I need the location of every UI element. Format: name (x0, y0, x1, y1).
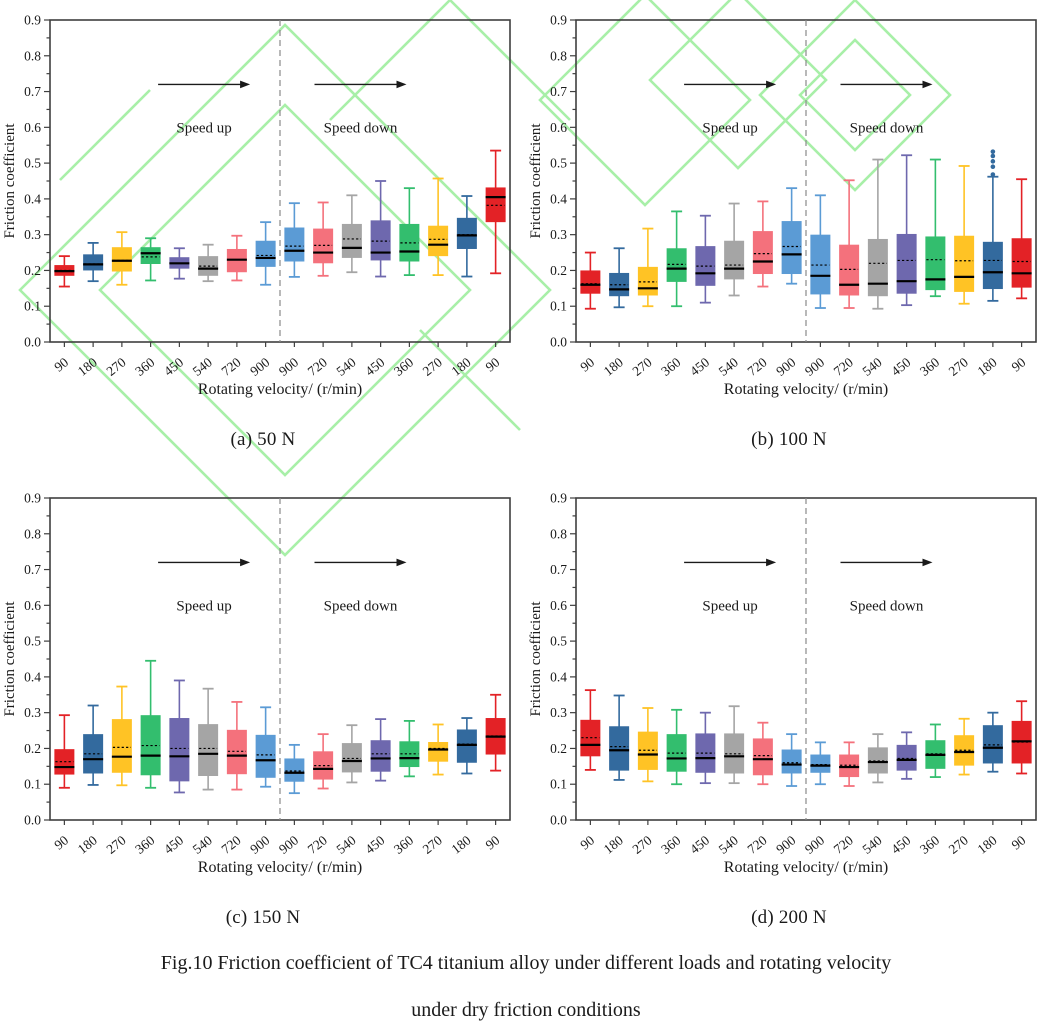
x-tick-label: 360 (658, 832, 684, 857)
y-axis-title: Friction coefficient (528, 123, 544, 239)
x-tick-label: 900 (773, 354, 799, 379)
panel-caption-d: (d) 200 N (751, 907, 827, 928)
x-tick-label: 270 (629, 832, 655, 857)
y-tick-label: 0.2 (550, 740, 567, 756)
y-tick-label: 0.8 (24, 526, 41, 542)
box-plot-box (284, 758, 304, 781)
x-tick-label: 180 (448, 832, 474, 857)
x-tick-label: 540 (333, 354, 359, 379)
x-tick-label: 450 (161, 354, 187, 379)
x-tick-label: 180 (974, 354, 1000, 379)
y-tick-label: 0.0 (24, 334, 41, 350)
box-plot-box (227, 730, 247, 774)
x-tick-label: 450 (687, 832, 713, 857)
y-tick-label: 0.8 (550, 526, 567, 542)
x-tick-label: 540 (333, 832, 359, 857)
y-tick-label: 0.5 (550, 155, 567, 171)
x-tick-label: 270 (945, 354, 971, 379)
x-axis-title: Rotating velocity/ (r/min) (197, 859, 363, 876)
y-tick-label: 0.0 (550, 812, 567, 828)
x-axis-title: Rotating velocity/ (r/min) (723, 859, 889, 876)
annotation-label: Speed up (176, 598, 232, 615)
box-plot-box (284, 228, 304, 262)
y-tick-label: 0.1 (550, 776, 567, 792)
boxplot-panel-c (0, 478, 526, 898)
y-tick-label: 0.9 (24, 12, 41, 28)
y-tick-label: 0.4 (550, 191, 567, 207)
y-tick-label: 0.1 (24, 298, 41, 314)
x-tick-label: 720 (304, 354, 330, 379)
y-axis-title: Friction coefficient (2, 601, 18, 717)
box-plot-box (580, 270, 600, 293)
annotation-label: Speed up (176, 120, 232, 137)
box-plot-box (897, 234, 917, 294)
y-tick-label: 0.0 (24, 812, 41, 828)
y-tick-label: 0.6 (24, 597, 41, 613)
annotation-label: Speed down (323, 120, 398, 137)
captions-bottom (0, 898, 1052, 938)
y-tick-label: 0.1 (550, 298, 567, 314)
box-plot-box (256, 241, 276, 267)
box-plot-box (428, 742, 448, 762)
boxplot-panel-d (526, 478, 1052, 898)
box-plot-box (782, 750, 802, 774)
x-tick-label: 720 (830, 832, 856, 857)
x-tick-label: 540 (715, 354, 741, 379)
x-tick-label: 180 (974, 832, 1000, 857)
direction-arrowhead (240, 81, 250, 89)
panel-caption-a: (a) 50 N (230, 429, 296, 450)
annotation-label: Speed down (323, 598, 398, 615)
box-plot-box (83, 254, 103, 270)
direction-arrowhead (766, 81, 776, 89)
x-tick-label: 450 (161, 832, 187, 857)
x-tick-label: 720 (218, 354, 244, 379)
x-tick-label: 450 (687, 354, 713, 379)
y-tick-label: 0.5 (24, 155, 41, 171)
figure-caption (0, 940, 1052, 1034)
box-plot-box (457, 218, 477, 249)
box-plot-box (983, 242, 1003, 289)
box-plot-box (1012, 238, 1032, 287)
panel-caption-b: (b) 100 N (751, 429, 827, 450)
captions-top (0, 420, 1052, 460)
box-plot-box (169, 718, 189, 781)
x-tick-label: 270 (419, 354, 445, 379)
x-tick-label: 90 (1008, 354, 1029, 375)
x-tick-label: 360 (132, 354, 158, 379)
x-tick-label: 900 (802, 354, 828, 379)
x-tick-label: 270 (419, 832, 445, 857)
x-tick-label: 180 (74, 354, 100, 379)
x-tick-label: 540 (859, 354, 885, 379)
x-tick-label: 900 (276, 354, 302, 379)
outlier-point (991, 172, 996, 177)
x-tick-label: 270 (945, 832, 971, 857)
x-axis-title: Rotating velocity/ (r/min) (723, 381, 889, 398)
x-tick-label: 360 (391, 832, 417, 857)
x-tick-label: 450 (362, 354, 388, 379)
y-tick-label: 0.7 (550, 562, 567, 578)
x-tick-label: 360 (391, 354, 417, 379)
x-tick-label: 900 (276, 832, 302, 857)
x-tick-label: 90 (482, 832, 503, 853)
x-tick-label: 450 (888, 354, 914, 379)
x-tick-label: 90 (577, 832, 598, 853)
x-tick-label: 540 (715, 832, 741, 857)
y-tick-label: 0.1 (24, 776, 41, 792)
figure-caption-line1: Fig.10 Friction coefficient of TC4 titanium alloy under different loads and rotating velocity (160, 952, 892, 974)
boxplot-panel-b (526, 0, 1052, 420)
y-tick-label: 0.5 (550, 633, 567, 649)
x-tick-label: 720 (304, 832, 330, 857)
y-tick-label: 0.8 (24, 48, 41, 64)
box-plot-box (112, 247, 132, 271)
x-tick-label: 90 (1008, 832, 1029, 853)
box-plot-box (868, 239, 888, 296)
box-plot-box (638, 267, 658, 296)
x-tick-label: 540 (859, 832, 885, 857)
box-plot-box (256, 735, 276, 778)
x-tick-label: 450 (362, 832, 388, 857)
x-tick-label: 90 (51, 354, 72, 375)
y-tick-label: 0.6 (24, 119, 41, 135)
box-plot-box (925, 236, 945, 290)
x-tick-label: 270 (103, 832, 129, 857)
annotation-label: Speed up (702, 120, 758, 137)
y-tick-label: 0.9 (550, 12, 567, 28)
box-plot-box (839, 245, 859, 296)
y-tick-label: 0.9 (550, 490, 567, 506)
x-tick-label: 90 (482, 354, 503, 375)
x-tick-label: 450 (888, 832, 914, 857)
panel-c (0, 478, 526, 898)
panel-b (526, 0, 1052, 420)
x-tick-label: 270 (103, 354, 129, 379)
y-tick-label: 0.5 (24, 633, 41, 649)
outlier-point (991, 149, 996, 154)
box-plot-box (897, 745, 917, 771)
x-tick-label: 360 (132, 832, 158, 857)
outlier-point (991, 159, 996, 164)
panels-bottom-row (0, 478, 1052, 898)
x-tick-label: 900 (773, 832, 799, 857)
panel-a (0, 0, 526, 420)
y-tick-label: 0.9 (24, 490, 41, 506)
boxplot-panel-a (0, 0, 526, 420)
y-tick-label: 0.3 (24, 705, 41, 721)
direction-arrowhead (240, 559, 250, 567)
box-plot-box (342, 743, 362, 772)
box-plot-box (198, 724, 218, 776)
panel-d (526, 478, 1052, 898)
y-tick-label: 0.6 (550, 119, 567, 135)
x-tick-label: 90 (577, 354, 598, 375)
box-plot-box (954, 236, 974, 292)
x-tick-label: 270 (629, 354, 655, 379)
annotation-label: Speed down (849, 598, 924, 615)
box-plot-box (371, 740, 391, 771)
panel-caption-c: (c) 150 N (225, 907, 301, 928)
y-tick-label: 0.0 (550, 334, 567, 350)
x-tick-label: 540 (189, 354, 215, 379)
x-tick-label: 900 (247, 354, 273, 379)
y-tick-label: 0.2 (550, 262, 567, 278)
outlier-point (991, 164, 996, 169)
x-tick-label: 180 (600, 832, 626, 857)
direction-arrowhead (397, 81, 407, 89)
direction-arrowhead (923, 81, 933, 89)
y-tick-label: 0.4 (550, 669, 567, 685)
y-axis-title: Friction coefficient (2, 123, 18, 239)
x-tick-label: 720 (218, 832, 244, 857)
y-axis-title: Friction coefficient (528, 601, 544, 717)
box-plot-box (810, 755, 830, 773)
annotation-label: Speed up (702, 598, 758, 615)
x-tick-label: 180 (448, 354, 474, 379)
y-tick-label: 0.3 (550, 705, 567, 721)
y-tick-label: 0.2 (24, 740, 41, 756)
x-tick-label: 540 (189, 832, 215, 857)
x-tick-label: 720 (744, 832, 770, 857)
box-plot-box (753, 738, 773, 775)
box-plot-box (753, 231, 773, 274)
y-tick-label: 0.8 (550, 48, 567, 64)
panels-top-row (0, 0, 1052, 420)
box-plot-box (667, 248, 687, 282)
x-tick-label: 360 (917, 354, 943, 379)
x-tick-label: 720 (744, 354, 770, 379)
box-plot-box (457, 729, 477, 762)
box-plot-box (428, 226, 448, 256)
box-plot-box (782, 221, 802, 274)
x-tick-label: 360 (917, 832, 943, 857)
direction-arrowhead (766, 559, 776, 567)
x-tick-label: 720 (830, 354, 856, 379)
box-plot-box (342, 224, 362, 258)
x-tick-label: 900 (247, 832, 273, 857)
x-tick-label: 180 (600, 354, 626, 379)
x-axis-title: Rotating velocity/ (r/min) (197, 381, 363, 398)
y-tick-label: 0.7 (24, 562, 41, 578)
y-tick-label: 0.6 (550, 597, 567, 613)
annotation-label: Speed down (849, 120, 924, 137)
x-tick-label: 360 (658, 354, 684, 379)
direction-arrowhead (923, 559, 933, 567)
x-tick-label: 90 (51, 832, 72, 853)
box-plot-box (141, 247, 161, 264)
y-tick-label: 0.4 (24, 191, 41, 207)
y-tick-label: 0.3 (550, 227, 567, 243)
direction-arrowhead (397, 559, 407, 567)
box-plot-box (112, 719, 132, 773)
x-tick-label: 900 (802, 832, 828, 857)
y-tick-label: 0.4 (24, 669, 41, 685)
box-plot-box (609, 726, 629, 770)
x-tick-label: 180 (74, 832, 100, 857)
box-plot-box (724, 241, 744, 280)
y-tick-label: 0.2 (24, 262, 41, 278)
y-tick-label: 0.7 (24, 84, 41, 100)
figure-caption-line2: under dry friction conditions (411, 999, 641, 1021)
box-plot-box (371, 220, 391, 260)
outlier-point (991, 154, 996, 159)
y-tick-label: 0.7 (550, 84, 567, 100)
y-tick-label: 0.3 (24, 227, 41, 243)
